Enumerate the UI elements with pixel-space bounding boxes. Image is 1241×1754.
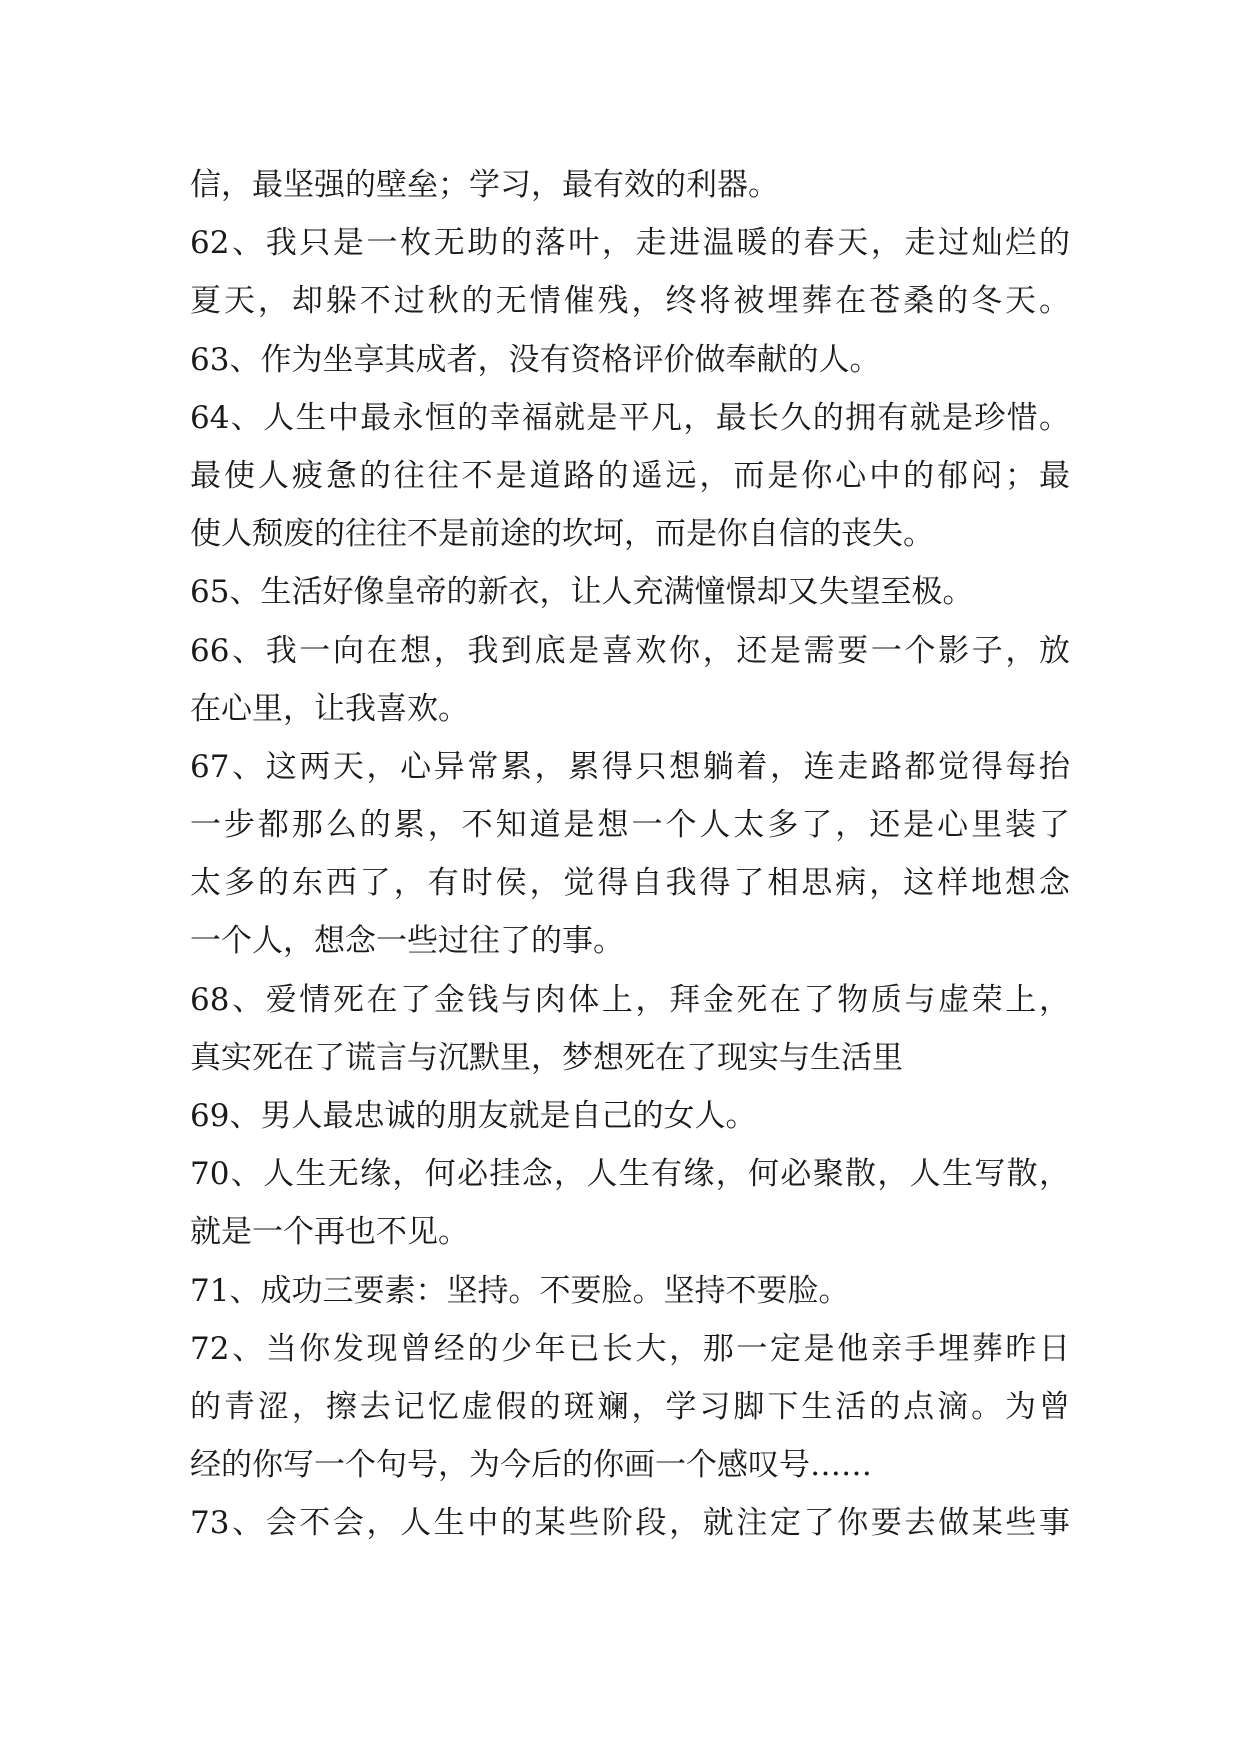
text-line: 70、人生无缘，何必挂念，人生有缘，何必聚散，人生写散， [190, 1156, 1070, 1193]
text-line: 65、生活好像皇帝的新衣，让人充满憧憬却又失望至极。 [190, 574, 974, 611]
text-line: 在心里，让我喜欢。 [190, 690, 469, 727]
text-line: 太多的东西了，有时侯，觉得自我得了相思病，这样地想念 [190, 865, 1070, 902]
text-line: 64、人生中最永恒的幸福就是平凡，最长久的拥有就是珍惜。 [190, 399, 1070, 436]
text-line: 68、爱情死在了金钱与肉体上，拜金死在了物质与虚荣上， [190, 981, 1070, 1018]
text-line: 一步都那么的累，不知道是想一个人太多了，还是心里装了 [190, 807, 1070, 844]
text-line: 的青涩，擦去记忆虚假的斑斓，学习脚下生活的点滴。为曾 [190, 1388, 1070, 1425]
text-line: 真实死在了谎言与沉默里，梦想死在了现实与生活里 [190, 1039, 903, 1076]
text-line: 一个人，想念一些过往了的事。 [190, 923, 624, 960]
text-line: 63、作为坐享其成者，没有资格评价做奉献的人。 [190, 341, 881, 378]
text-line: 最使人疲惫的往往不是道路的遥远，而是你心中的郁闷；最 [190, 457, 1070, 494]
text-line: 73、会不会，人生中的某些阶段，就注定了你要去做某些事 [190, 1505, 1070, 1542]
text-line: 66、我一向在想，我到底是喜欢你，还是需要一个影子，放 [190, 632, 1070, 669]
text-line: 72、当你发现曾经的少年已长大，那一定是他亲手埋葬昨日 [190, 1330, 1070, 1367]
document-body [190, 156, 1070, 1553]
text-line: 信，最坚强的壁垒；学习，最有效的利器。 [190, 167, 779, 203]
text-line: 经的你写一个句号，为今后的你画一个感叹号…… [190, 1447, 872, 1484]
text-line: 62、我只是一枚无助的落叶，走进温暖的春天，走过灿烂的 [190, 225, 1070, 262]
text-line: 就是一个再也不见。 [190, 1214, 469, 1251]
text-line: 67、这两天，心异常累，累得只想躺着，连走路都觉得每抬 [190, 748, 1070, 785]
text-line: 夏天，却躲不过秋的无情催残，终将被埋葬在苍桑的冬天。 [190, 283, 1070, 320]
text-line: 71、成功三要素：坚持。不要脸。坚持不要脸。 [190, 1272, 850, 1309]
text-line: 69、男人最忠诚的朋友就是自己的女人。 [190, 1098, 757, 1134]
text-line: 使人颓废的往往不是前途的坎坷，而是你自信的丧失。 [190, 516, 934, 553]
